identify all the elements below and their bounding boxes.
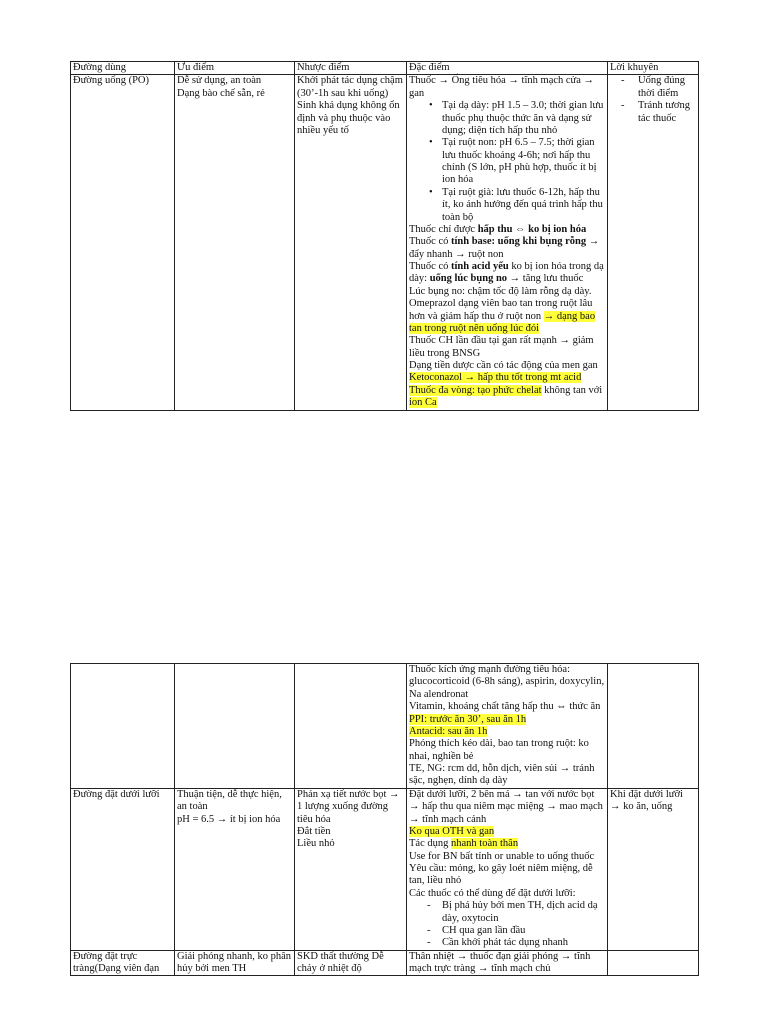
text-bold: hấp thu ⇔ ko bị ion hóa	[477, 223, 587, 235]
drug-route-table-continued	[70, 663, 699, 976]
oral-pro: Dễ sử dụng, an toàn	[177, 75, 262, 87]
header-features: Đặc điểm	[407, 62, 608, 75]
sublingual-advice: Khi đặt dưới lưỡi → ko ăn, uống	[608, 788, 699, 950]
header-advice: Lời khuyên	[608, 62, 699, 75]
oral-keto-line	[409, 372, 605, 384]
sublingual-drug-item: - Cần khởi phát tác dụng nhanh	[409, 937, 605, 949]
text-highlight: ion Ca	[409, 397, 437, 409]
rectal-route: Đường đặt trực tràng(Dạng viên đạn	[71, 950, 175, 976]
oral-ppi-line	[409, 714, 605, 726]
sublingual-features	[407, 788, 608, 950]
sublingual-con: Phản xạ tiết nước bọt → 1 lượng xuống đường tiêu hóa	[297, 788, 400, 825]
header-cons: Nhược điểm	[295, 62, 407, 75]
sublingual-list-title: Các thuốc có thể dùng để đặt dưới lưỡi:	[409, 887, 576, 899]
oral-cont-features	[407, 664, 608, 789]
text-highlight: → dạng bao tan trong ruột nên uống lúc đói	[409, 310, 596, 334]
rectal-pros: Giải phóng nhanh, ko phân hủy bởi men TH	[175, 950, 295, 976]
empty-cell	[295, 664, 407, 789]
text-highlight: Ko qua OTH và gan	[409, 825, 495, 837]
sublingual-pro: pH = 6.5 → ít bị ion hóa	[177, 813, 281, 825]
text-highlight: PPI: trước ăn 30’, sau ăn 1h	[409, 713, 527, 725]
empty-cell	[175, 664, 295, 789]
text-run: Lúc bụng no: chậm tốc độ làm rỗng dạ dày. Omeprazol dạng viên bao tan trong ruột lâu hơn và giảm hấp thu ở ruột non	[409, 285, 593, 322]
oral-absorb-line	[409, 224, 605, 236]
text-highlight: nhanh toàn thân	[451, 838, 519, 850]
sublingual-row	[71, 788, 699, 950]
rectal-cons: SKD thất thường Dễ chảy ở nhiệt độ	[295, 950, 407, 976]
text-highlight: Ketoconazol → hấp thu tốt trong mt acid	[409, 372, 582, 384]
text-bold: tính acid yếu	[451, 261, 509, 272]
oral-acid-line	[409, 261, 605, 286]
oral-route: Đường uống (PO)	[71, 75, 175, 410]
sublingual-cons	[295, 788, 407, 950]
sublingual-con: Liều nhỏ	[297, 838, 335, 850]
rectal-features: Thân nhiệt → thuốc đạn giải phóng → tĩnh mạch trực tràng → tĩnh mạch chủ	[407, 950, 608, 976]
oral-site-item: • Tại ruột già: lưu thuốc 6-12h, hấp thu ít, ko ảnh hưởng đến quá trình hấp thu toàn bộ	[409, 187, 605, 224]
oral-pro: Dạng bào chế sẵn, rẻ	[177, 87, 265, 99]
sublingual-pros	[175, 788, 295, 950]
oral-advice	[608, 75, 699, 410]
text-run: ko bị ion hóa trong dạ dày:	[409, 261, 604, 285]
oral-chelat-line	[409, 385, 605, 410]
oral-prodrug-line: Dạng tiền dược cần có tác động của men gan	[409, 360, 598, 371]
sublingual-drug-list	[409, 900, 605, 950]
rectal-row	[71, 950, 699, 976]
oral-site-item: • Tại dạ dày: pH 1.5 – 3.0; thời gian lưu thuốc phụ thuộc thức ăn và dạng sử dụng; diện tích hấp thu nhỏ	[409, 100, 605, 137]
oral-pros	[175, 75, 295, 410]
oral-features	[407, 75, 608, 410]
oral-antacid-line	[409, 726, 605, 738]
sublingual-drug-item: - CH qua gan lần đầu	[409, 925, 605, 937]
text-run: Thuốc có	[409, 261, 451, 272]
header-pros: Ưu điểm	[175, 62, 295, 75]
empty-cell	[71, 664, 175, 789]
oral-row	[71, 75, 699, 410]
header-row	[71, 62, 699, 75]
text-run: Thuốc có	[409, 236, 451, 248]
text-run: → đẩy nhanh → ruột non	[409, 236, 600, 260]
oral-advice-list	[610, 75, 696, 125]
sublingual-effect-line	[409, 838, 605, 850]
oral-release-line: Phóng thích kéo dài, bao tan trong ruột: ko nhai, nghiền bẻ	[409, 738, 589, 762]
text-highlight: Thuốc đa vòng: tạo phức chelat	[409, 384, 542, 396]
oral-vitamin-line: Vitamin, khoáng chất tăng hấp thu ⇔ thức ăn	[409, 701, 601, 713]
text-run: Tác dụng	[409, 838, 451, 850]
empty-cell	[608, 950, 699, 976]
sublingual-use-line: Use for BN bất tỉnh or unable to uống thuốc	[409, 850, 595, 862]
sublingual-intro: Đặt dưới lưỡi, 2 bên má → tan với nước bọt → hấp thu qua niêm mạc miệng → mao mạch → tĩnh mạch cảnh	[409, 788, 603, 825]
oral-con: Khởi phát tác dụng chậm (30’-1h sau khi uống)	[297, 75, 403, 99]
oral-irritate-line: Thuốc kích ứng mạnh đường tiêu hóa: glucocorticoid (6-8h sáng), aspirin, doxycylin, Na alendronat	[409, 664, 605, 700]
sublingual-con: Đắt tiền	[297, 825, 331, 837]
header-route: Đường dùng	[71, 62, 175, 75]
text-highlight: Antacid: sau ăn 1h	[409, 725, 488, 737]
sublingual-drug-item: - Bị phá hủy bởi men TH, dịch acid dạ dày, oxytocin	[409, 900, 605, 925]
oral-con: Sinh khả dụng không ổn định và phụ thuộc vào nhiều yếu tố	[297, 100, 400, 136]
sublingual-route: Đường đặt dưới lưỡi	[71, 788, 175, 950]
advice-item: - Tránh tương tác thuốc	[610, 100, 696, 125]
text-run: không tan với	[541, 384, 603, 396]
oral-site-list	[409, 100, 605, 224]
oral-firstpass-line: Thuốc CH lần đầu tại gan rất mạnh → giảm liều trong BNSG	[409, 335, 594, 359]
sublingual-oth-line	[409, 826, 605, 838]
drug-route-table	[70, 61, 699, 411]
text-bold: uống lúc bụng no	[429, 273, 508, 285]
text-bold: tính base: uống khi bụng rỗng	[451, 236, 587, 248]
empty-cell	[608, 664, 699, 789]
oral-te-line: TE, NG: rcm dd, hỗn dịch, viên sủi → tránh sặc, nghẹn, dính dạ dày	[409, 763, 595, 787]
text-run: Thuốc chỉ được	[409, 223, 478, 235]
oral-intro: Thuốc → Ống tiêu hóa → tĩnh mạch cửa → gan	[409, 75, 595, 99]
oral-full-stomach-line	[409, 286, 605, 336]
text-run: → tăng lưu thuốc	[507, 273, 584, 285]
oral-base-line	[409, 236, 605, 261]
oral-cont-row	[71, 664, 699, 789]
sublingual-pro: Thuận tiện, dễ thực hiện, an toàn	[177, 788, 282, 813]
oral-cons	[295, 75, 407, 410]
oral-site-item: • Tại ruột non: pH 6.5 – 7.5; thời gian lưu thuốc khoảng 4-6h; nơi hấp thu chính (S lớn, pH phù hợp, thuốc ít bị ion hóa	[409, 137, 605, 187]
sublingual-require-line: Yêu cầu: mỏng, ko gây loét niêm miệng, dễ tan, liều nhỏ	[409, 863, 593, 887]
advice-item: - Uống đúng thời điểm	[610, 75, 696, 100]
